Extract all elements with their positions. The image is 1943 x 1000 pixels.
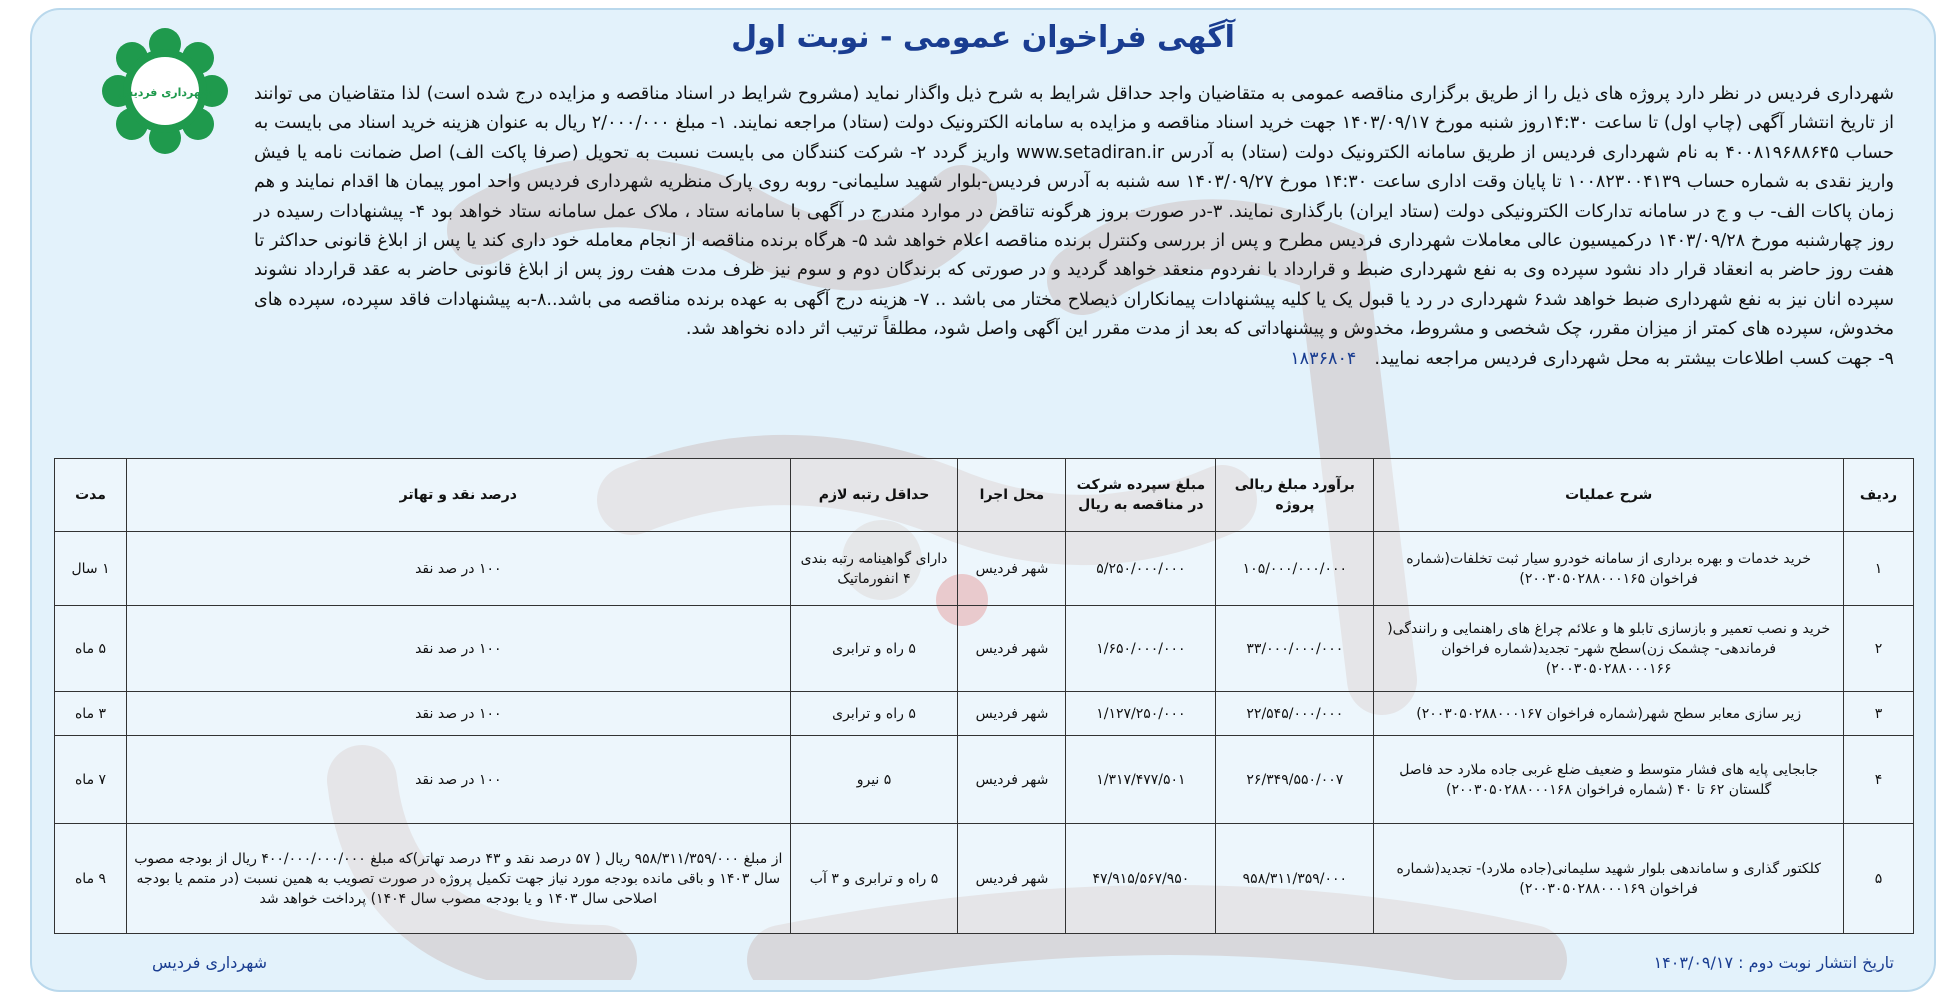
cell-grade: دارای گواهینامه رتبه بندی ۴ انفورماتیک (790, 532, 958, 606)
cell-payment: ۱۰۰ در صد نقد (127, 606, 791, 692)
table-row (55, 692, 1914, 736)
cell-payment: ۱۰۰ در صد نقد (127, 736, 791, 824)
table-row (55, 736, 1914, 824)
header-deposit: مبلغ سپرده شرکت در مناقصه به ریال (1066, 459, 1216, 532)
second-publication-date: تاریخ انتشار نوبت دوم : ۱۴۰۳/۰۹/۱۷ (1653, 953, 1894, 972)
cell-duration: ۵ ماه (55, 606, 127, 692)
cell-duration: ۳ ماه (55, 692, 127, 736)
cell-deposit: ۱/۶۵۰/۰۰۰/۰۰۰ (1066, 606, 1216, 692)
cell-estimate: ۹۵۸/۳۱۱/۳۵۹/۰۰۰ (1216, 824, 1374, 934)
cell-duration: ۹ ماه (55, 824, 127, 934)
cell-description: زیر سازی معابر سطح شهر(شماره فراخوان ۲۰۰۳۰۵۰۲۸۸۰۰۰۱۶۷) (1374, 692, 1844, 736)
fardis-municipality-logo (100, 26, 230, 156)
notice-frame (30, 8, 1936, 992)
cell-estimate: ۲۲/۵۴۵/۰۰۰/۰۰۰ (1216, 692, 1374, 736)
header-estimate: برآورد مبلغ ریالی پروژه (1216, 459, 1374, 532)
cell-location: شهر فردیس (958, 606, 1066, 692)
cell-description: جابجایی پایه های فشار متوسط و ضعیف ضلع غربی جاده ملارد حد فاصل گلستان ۶۲ تا ۴۰ (شماره فراخوان ۲۰۰۳۰۵۰۲۸۸۰۰۰۱۶۸) (1374, 736, 1844, 824)
notice-body (254, 80, 1894, 374)
cell-grade: ۵ نیرو (790, 736, 958, 824)
cell-description: خرید و نصب تعمیر و بازسازی تابلو ها و علائم چراغ های راهنمایی و رانندگی( فرماندهی- چشمک زن)سطح شهر- تجدید(شماره فراخوان ۲۰۰۳۰۵۰۲۸۸۰۰۰۱۶۶) (1374, 606, 1844, 692)
cell-payment: ۱۰۰ در صد نقد (127, 532, 791, 606)
header-duration: مدت (55, 459, 127, 532)
notice-body-last-line (254, 345, 1894, 374)
cell-payment: ۱۰۰ در صد نقد (127, 692, 791, 736)
cell-deposit: ۴۷/۹۱۵/۵۶۷/۹۵۰ (1066, 824, 1216, 934)
cell-deposit: ۱/۱۲۷/۲۵۰/۰۰۰ (1066, 692, 1216, 736)
cell-description: کلکتور گذاری و ساماندهی بلوار شهید سلیمانی(جاده ملارد)- تجدید(شماره فراخوان ۲۰۰۳۰۵۰۲۸۸۰۰۰۱۶۹) (1374, 824, 1844, 934)
header-description: شرح عملیات (1374, 459, 1844, 532)
reference-number: ۱۸۳۶۸۰۴ (1290, 348, 1357, 369)
logo-text: شهرداری فردیس (118, 86, 212, 99)
cell-row-number: ۲ (1844, 606, 1914, 692)
table-row (55, 606, 1914, 692)
cell-deposit: ۵/۲۵۰/۰۰۰/۰۰۰ (1066, 532, 1216, 606)
cell-grade: ۵ راه و ترابری (790, 606, 958, 692)
notice-body-text: شهرداری فردیس در نظر دارد پروژه های ذیل را از طریق برگزاری مناقصه عمومی به متقاضیان واجد حداقل شرایط به شرح ذیل واگذار نماید (مشروح شرایط در اسناد مناقصه و مزایده درج شده است) لذا متقاضیان می توانند از تاریخ انتشار آگهی (چاپ اول) تا ساعت ۱۴:۳۰روز شنبه مورخ ۱۴۰۳/۰۹/۱۷ جهت خرید اسناد مناقصه و مزایده به سامانه الکترونیک دولت (ستاد) مراجعه نمایند. ۱- مبلغ ۲/۰۰۰/۰۰۰ ریال به عنوان هزینه خرید اسناد می بایست به حساب ۴۰۰۸۱۹۶۸۸۶۴۵ به نام شهرداری فردیس از طریق سامانه الکترونیک دولت (ستاد) به آدرس www.setadiran.ir واریز گردد ۲- شرکت کنندگان می بایست نسبت به تحویل (صرفا پاکت الف) اصل ضمانت نامه یا فیش واریز نقدی به شماره حساب ۱۰۰۸۲۳۰۰۴۱۳۹ تا پایان وقت اداری ساعت ۱۴:۳۰ مورخ ۱۴۰۳/۰۹/۲۷ سه شنبه به آدرس فردیس-بلوار شهید سلیمانی- روبه روی پارک منظریه شهرداری فردیس واحد امور پیمان ها اقدام نمایند و هم زمان پاکات الف- ب و ج در سامانه تدارکات الکترونیکی دولت (ستاد ایران) بارگذاری نمایند. ۳-در صورت بروز هرگونه تناقض در موارد مندرج در آگهی با سامانه ستاد ، ملاک عمل سامانه ستاد خواهد بود ۴- پیشنهادات رسیده در روز چهارشنبه مورخ ۱۴۰۳/۰۹/۲۸ درکمیسیون عالی معاملات شهرداری فردیس مطرح و پس از بررسی وکنترل برنده مناقصه اعلام خواهد شد ۵- هرگاه برنده مناقصه از انجام معامله خود داری کند یا پس از ابلاغ قانونی حداکثر تا هفت روز حاضر به انعقاد قرار داد نشود سپرده وی به نفع شهرداری ضبط و قرارداد با نفردوم منعقد خواهد گردید و در صورتی که برندگان دوم و سوم نیز ظرف مدت هفت روز پس از ابلاغ قانونی حاضر به عقد قرارداد نشوند سپرده انان نیز به نفع شهرداری ضبط خواهد شد۶ شهرداری در رد یا قبول یک یا کلیه پیشنهادات پیمانکاران ذیصلاح مختار می باشد .. ۷- هزینه درج آگهی به عهده برنده مناقصه می باشد..۸-به پیشنهادات فاقد سپرده، سپرده های مخدوش، سپرده های کمتر از میزان مقرر، چک شخصی و مشروط، مخدوش و پیشنهاداتی که بعد از مدت مقرر این آگهی واصل شود، مطلقاً ترتیب اثر داده نخواهد شد. (254, 84, 1895, 340)
cell-row-number: ۱ (1844, 532, 1914, 606)
table-row (55, 824, 1914, 934)
cell-location: شهر فردیس (958, 824, 1066, 934)
table-header-row (55, 459, 1914, 532)
header-payment: درصد نقد و تهاتر (127, 459, 791, 532)
info-line: ۹- جهت کسب اطلاعات بیشتر به محل شهرداری فردیس مراجعه نمایید. (1374, 348, 1894, 369)
operations-table (54, 458, 1914, 934)
cell-row-number: ۵ (1844, 824, 1914, 934)
table-row (55, 532, 1914, 606)
cell-duration: ۱ سال (55, 532, 127, 606)
cell-location: شهر فردیس (958, 692, 1066, 736)
footer-organization: شهرداری فردیس (152, 953, 267, 972)
cell-duration: ۷ ماه (55, 736, 127, 824)
cell-row-number: ۴ (1844, 736, 1914, 824)
cell-row-number: ۳ (1844, 692, 1914, 736)
cell-payment: از مبلغ ۹۵۸/۳۱۱/۳۵۹/۰۰۰ ریال ( ۵۷ درصد نقد و ۴۳ درصد تهاتر)که مبلغ ۴۰۰/۰۰۰/۰۰۰/۰۰۰ ریال از بودجه مصوب سال ۱۴۰۳ و باقی مانده بودجه مورد نیاز جهت تکمیل پروژه در صورت تصویب به همین نسبت (در متمم یا بودجه اصلاحی سال ۱۴۰۳ و یا بودجه مصوب سال ۱۴۰۴) پرداخت خواهد شد (127, 824, 791, 934)
cell-grade: ۵ راه و ترابری و ۳ آب (790, 824, 958, 934)
cell-location: شهر فردیس (958, 736, 1066, 824)
cell-estimate: ۲۶/۳۴۹/۵۵۰/۰۰۷ (1216, 736, 1374, 824)
header-row-number: ردیف (1844, 459, 1914, 532)
cell-location: شهر فردیس (958, 532, 1066, 606)
cell-estimate: ۱۰۵/۰۰۰/۰۰۰/۰۰۰ (1216, 532, 1374, 606)
notice-title: آگهی فراخوان عمومی - نوبت اول (731, 20, 1235, 55)
header-grade: حداقل رتبه لازم (790, 459, 958, 532)
cell-grade: ۵ راه و ترابری (790, 692, 958, 736)
cell-deposit: ۱/۳۱۷/۴۷۷/۵۰۱ (1066, 736, 1216, 824)
cell-estimate: ۳۳/۰۰۰/۰۰۰/۰۰۰ (1216, 606, 1374, 692)
header-location: محل اجرا (958, 459, 1066, 532)
cell-description: خرید خدمات و بهره برداری از سامانه خودرو سیار ثبت تخلفات(شماره فراخوان ۲۰۰۳۰۵۰۲۸۸۰۰۰۱۶۵) (1374, 532, 1844, 606)
